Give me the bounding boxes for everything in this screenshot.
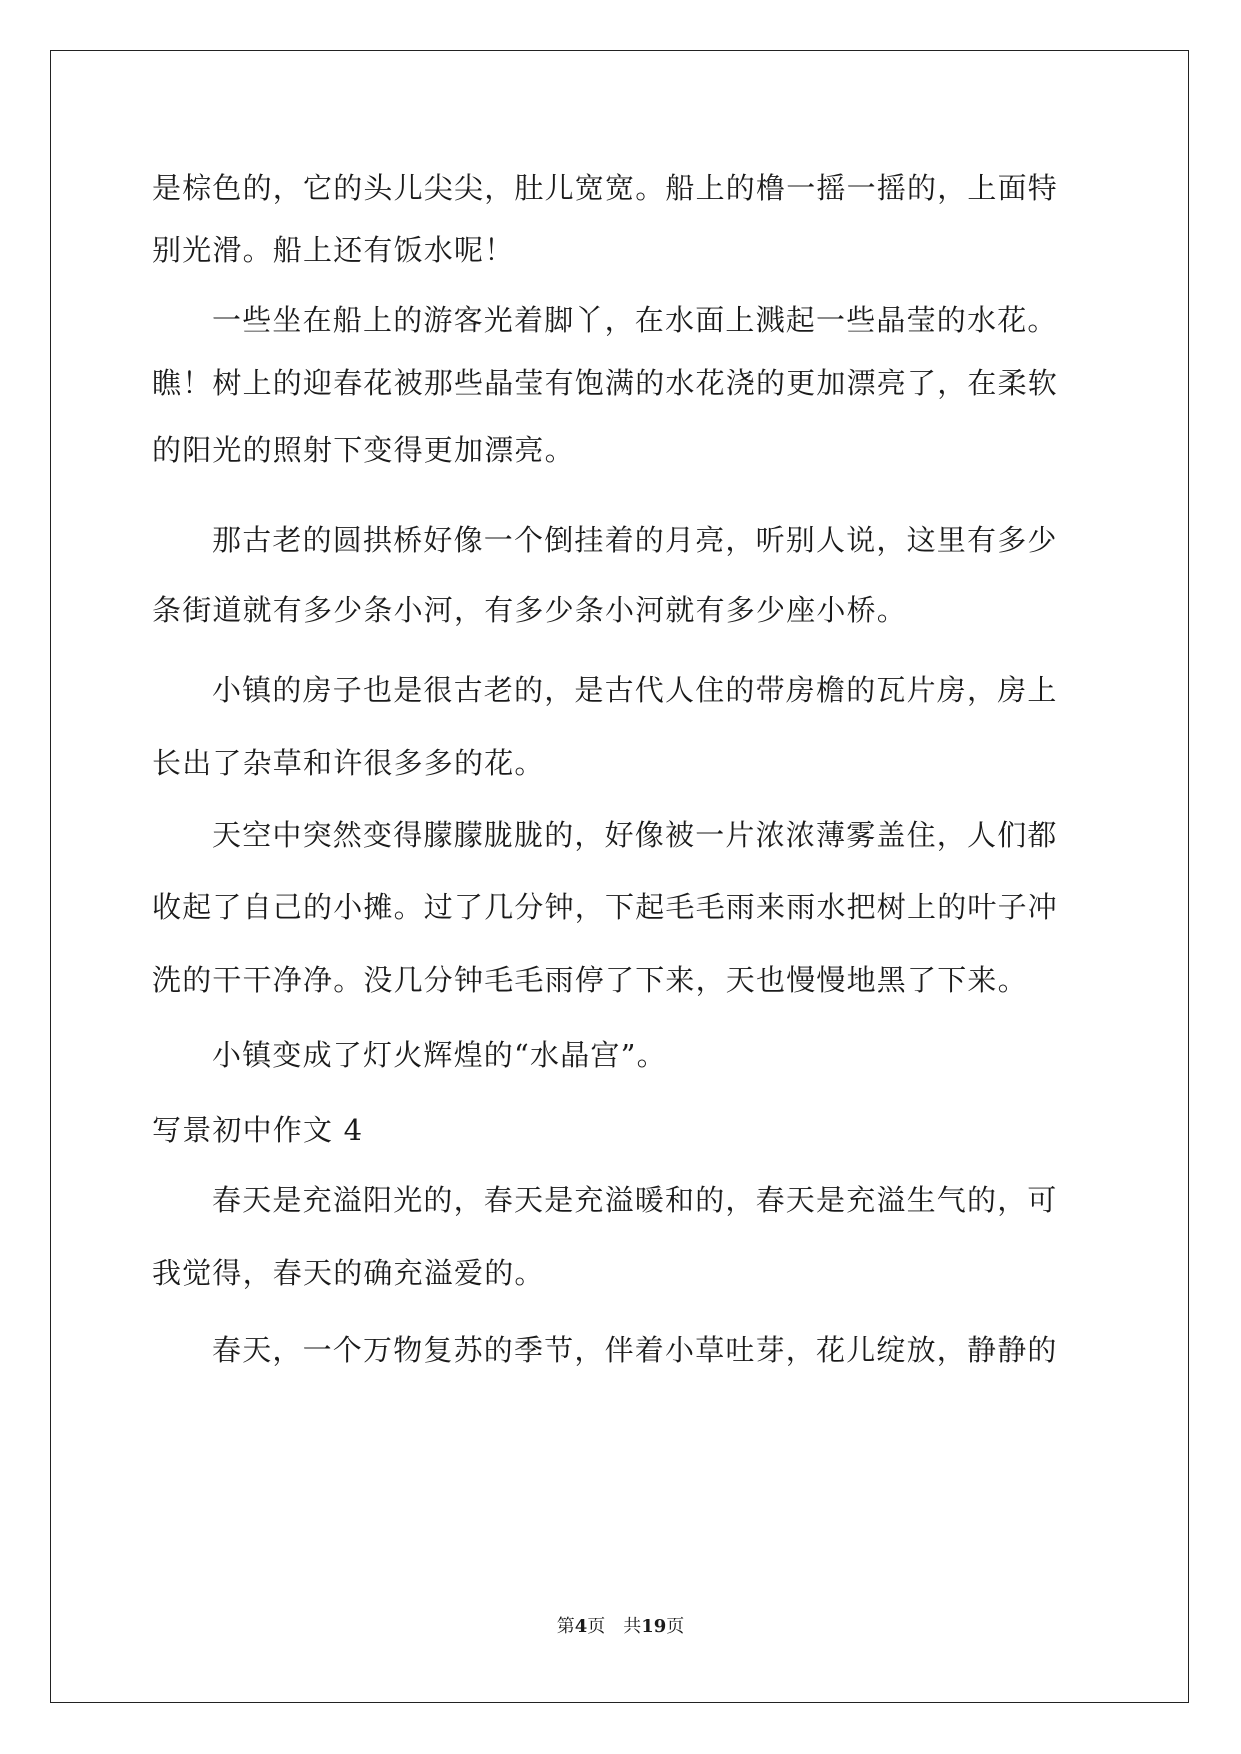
- paragraph-line: 小镇的房子也是很古老的，是古代人住的带房檐的瓦片房，房上: [212, 673, 1058, 707]
- paragraph-line: 一些坐在船上的游客光着脚丫，在水面上溅起一些晶莹的水花。: [212, 303, 1058, 337]
- footer-suffix: 页: [666, 1616, 685, 1637]
- footer-prefix: 第: [556, 1616, 575, 1637]
- page-footer: [0, 1615, 1241, 1639]
- section-heading: 写景初中作文 4: [152, 1113, 364, 1147]
- current-page-number: 4: [574, 1616, 588, 1637]
- paragraph-line: 我觉得，春天的确充溢爱的。: [152, 1256, 545, 1290]
- total-page-number: 19: [641, 1616, 667, 1637]
- paragraph-line: 天空中突然变得朦朦胧胧的，好像被一片浓浓薄雾盖住，人们都: [212, 818, 1058, 852]
- page-border: [50, 50, 1189, 1703]
- paragraph-line: 是棕色的，它的头儿尖尖，肚儿宽宽。船上的橹一摇一摇的，上面特: [152, 171, 1059, 205]
- footer-middle: 页 共: [587, 1616, 642, 1637]
- paragraph-line: 别光滑。船上还有饭水呢！: [152, 233, 515, 267]
- paragraph-line: 长出了杂草和许很多多的花。: [152, 746, 545, 780]
- paragraph-line: 洗的干干净净。没几分钟毛毛雨停了下来，天也慢慢地黑了下来。: [152, 963, 1028, 997]
- paragraph-line: 春天是充溢阳光的，春天是充溢暖和的，春天是充溢生气的，可: [212, 1183, 1058, 1217]
- paragraph-line: 收起了自己的小摊。过了几分钟，下起毛毛雨来雨水把树上的叶子冲: [152, 890, 1059, 924]
- paragraph-line: 瞧！树上的迎春花被那些晶莹有饱满的水花浇的更加漂亮了，在柔软: [152, 366, 1059, 400]
- paragraph-line: 小镇变成了灯火辉煌的“水晶宫”。: [212, 1038, 667, 1072]
- paragraph-line: 的阳光的照射下变得更加漂亮。: [152, 433, 575, 467]
- paragraph-line: 那古老的圆拱桥好像一个倒挂着的月亮，听别人说，这里有多少: [212, 523, 1058, 557]
- paragraph-line: 条街道就有多少条小河，有多少条小河就有多少座小桥。: [152, 593, 908, 627]
- paragraph-line: 春天，一个万物复苏的季节，伴着小草吐芽，花儿绽放，静静的: [212, 1333, 1058, 1367]
